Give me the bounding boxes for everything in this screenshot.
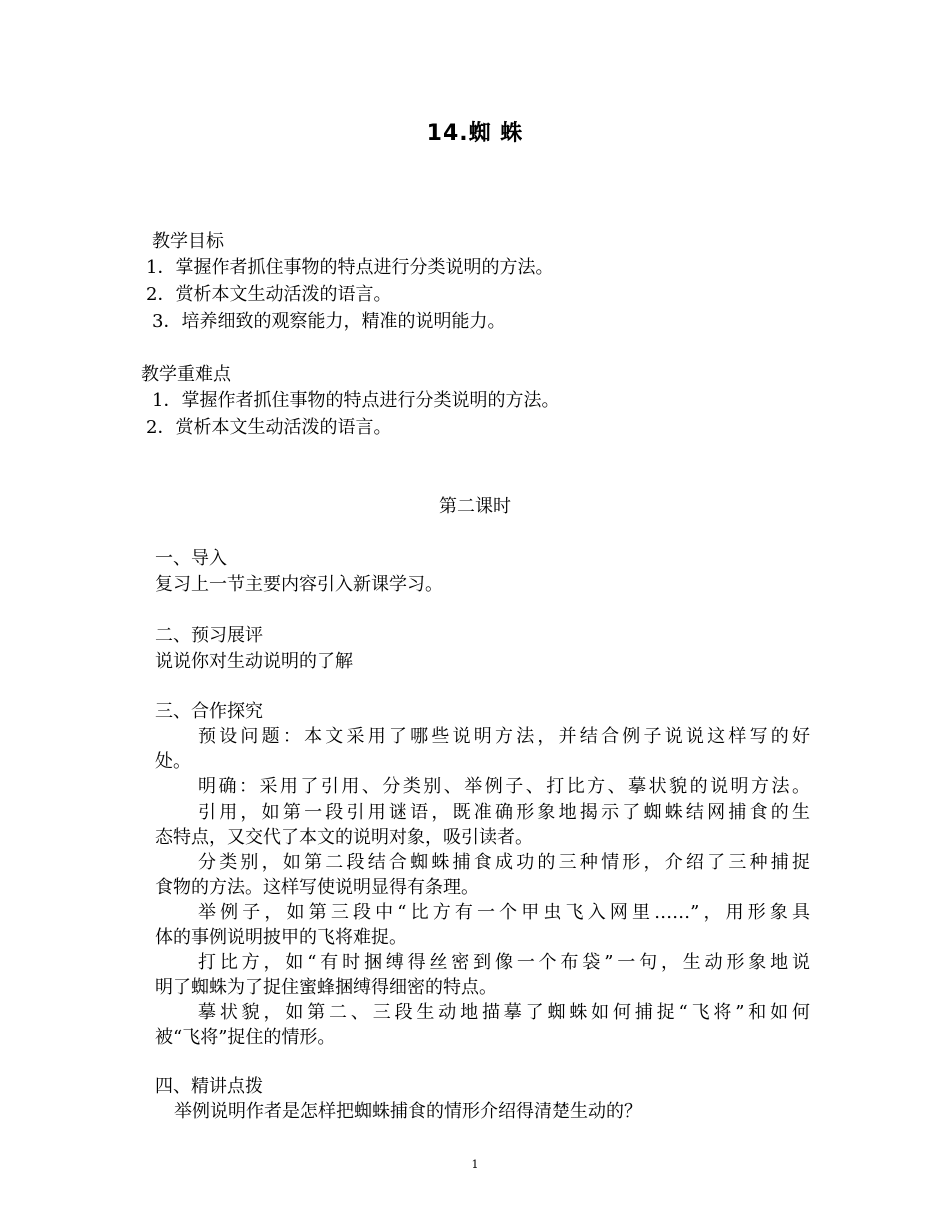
explore-paragraph-line: 明了蜘蛛为了捉住蜜蜂捆缚得细密的特点。 (155, 977, 497, 998)
explore-paragraph-line: 食物的方法。这样写使说明显得有条理。 (155, 877, 479, 898)
explore-paragraph-line: 体的事例说明披甲的飞将难捉。 (155, 927, 407, 948)
explore-paragraph-line: 引用，如第一段引用谜语，既准确形象地揭示了蜘蛛结网捕食的生 (198, 802, 810, 823)
section-heading-explore: 三、合作探究 (155, 701, 263, 722)
explore-paragraph-line: 打比方，如“有时捆缚得丝密到像一个布袋”一句，生动形象地说 (198, 952, 810, 973)
section-heading-preview: 二、预习展评 (155, 625, 263, 646)
objectives-heading: 教学目标 (152, 231, 224, 252)
explore-paragraph-line: 预设问题：本文采用了哪些说明方法，并结合例子说说这样写的好 (198, 726, 810, 747)
section-text-preview: 说说你对生动说明的了解 (155, 651, 353, 672)
document-title: 14.蜘 蛛 (426, 121, 524, 146)
key-point-item: 1．掌握作者抓住事物的特点进行分类说明的方法。 (152, 390, 560, 411)
objective-item: 1．掌握作者抓住事物的特点进行分类说明的方法。 (146, 257, 554, 278)
section-heading-lecture: 四、精讲点拨 (155, 1076, 263, 1097)
explore-paragraph-line: 态特点，又交代了本文的说明对象，吸引读者。 (155, 827, 533, 848)
objective-item: 2．赏析本文生动活泼的语言。 (146, 284, 392, 305)
section-text-intro: 复习上一节主要内容引入新课学习。 (155, 574, 443, 595)
section-heading-intro: 一、导入 (155, 548, 227, 569)
explore-paragraph-line: 明确：采用了引用、分类别、举例子、打比方、摹状貌的说明方法。 (198, 776, 810, 797)
lesson-label: 第二课时 (439, 496, 511, 517)
explore-paragraph-line: 举例子，如第三段中“比方有一个甲虫飞入网里……”，用形象具 (198, 902, 810, 923)
section-text-lecture: 举例说明作者是怎样把蜘蛛捕食的情形介绍得清楚生动的？ (174, 1101, 642, 1122)
page-number: 1 (471, 1158, 479, 1171)
objective-item: 3．培养细致的观察能力，精准的说明能力。 (152, 311, 506, 332)
explore-paragraph-line: 分类别，如第二段结合蜘蛛捕食成功的三种情形，介绍了三种捕捉 (198, 852, 810, 873)
key-point-item: 2．赏析本文生动活泼的语言。 (146, 417, 392, 438)
explore-paragraph-line: 被“飞将”捉住的情形。 (155, 1027, 336, 1048)
explore-paragraph-line: 摹状貌，如第二、三段生动地描摹了蜘蛛如何捕捉“飞将”和如何 (198, 1002, 810, 1023)
key-points-heading: 教学重难点 (141, 364, 231, 385)
explore-paragraph-line: 处。 (155, 751, 191, 772)
